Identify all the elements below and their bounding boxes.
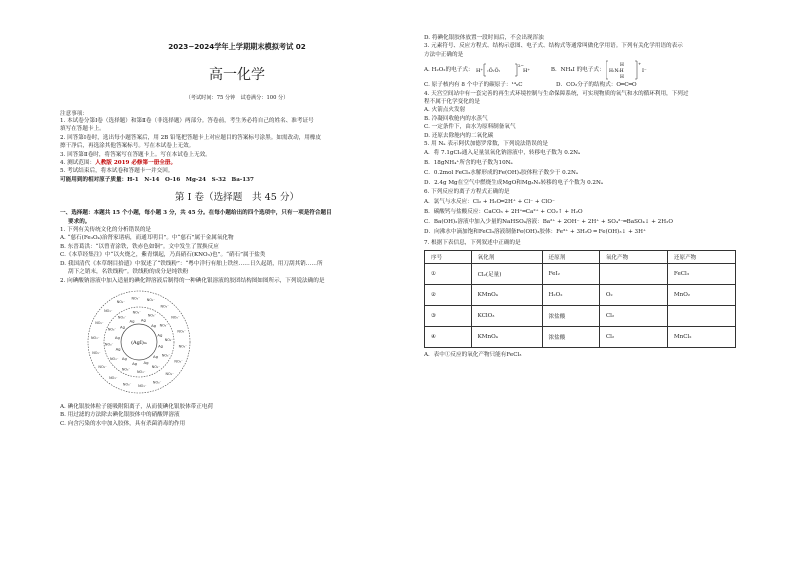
svg-text:H⁺: H⁺ — [523, 67, 531, 74]
table-cell: KMnO₄ — [471, 285, 542, 306]
table-cell: MnCl₂ — [667, 327, 735, 348]
table-cell: FeCl₃ — [667, 264, 735, 285]
nitrate-ion-label: NO₃⁻ — [178, 344, 187, 349]
q3-option-c: C. 原子核内有 8 个中子的碳原子：¹⁴₆C — [424, 82, 523, 89]
table-row — [425, 327, 736, 348]
q2-stem: 2. 向碘酸钠溶液中加入适量的碘化钾溶液后制得的一种碘化银溶液的胶团结构图如图所示，下列说法确的是 — [60, 277, 325, 284]
q3-option-a: A. H₂O₂的电子式： — [424, 67, 474, 74]
nitrate-ion-label: NO₃⁻ — [107, 327, 117, 332]
svg-text:2−: 2− — [518, 62, 525, 68]
core-label: (AgI)ₘ — [131, 339, 147, 346]
exam-title: 2023−2024学年上学期期末模拟考试 02 — [168, 42, 306, 51]
q3-option-b: B．NH₄I 的电子式： — [550, 67, 605, 74]
q1-option-b: B. 东晋葛洪：“以曾青涂铁，铁赤色如铜”。文中发生了置换反应 — [60, 243, 219, 250]
nitrate-ion-label: NO₃⁻ — [177, 329, 186, 334]
section-instruction: 要求的。 — [68, 218, 91, 225]
table-cell: Cl₂ — [599, 327, 667, 348]
notes-line: 填写在答题卡上。 — [60, 126, 105, 133]
table-cell: H₂O₂ — [542, 285, 599, 306]
nitrate-ion-label: NO₃⁻ — [146, 297, 156, 302]
section-instruction: 一、选择题：本题共 15 个小题，每小题 3 分，共 45 分。在每小题给出的四个选项中，只有一项是符合题目 — [60, 210, 332, 217]
left-column — [60, 34, 414, 428]
q7-table — [424, 250, 736, 348]
q5-option-c: C．0.2mol FeCl₃水解形成的Fe(OH)₃胶体粒子数少于 0.2Nₐ — [424, 170, 579, 177]
q1-option-a: A. “慈石(Fe₃O₄)治肾家诸病，而通耳明目”。中“慈石”属于金属氧化物 — [60, 235, 234, 242]
q3-stem-cont: 方法中正确的是 — [424, 51, 464, 58]
nitrate-ion-label: NO₃⁻ — [116, 300, 126, 305]
exam-info: （考试时间：75 分钟 试卷满分：100 分） — [185, 95, 289, 101]
q1-option-c: C.《本草经集注》中“以火烧之，紫青烟起，乃真硝石(KNO₃)也”。“硝石”属于盐类 — [60, 252, 266, 259]
ag-ion-label: Ag — [132, 360, 138, 366]
table-cell: ① — [425, 264, 472, 285]
table-row — [425, 285, 736, 306]
notes-line: 擦干净后，再选涂其他答案标号。写在本试卷上无效。 — [60, 143, 195, 150]
ag-ion-label: Ag — [157, 332, 163, 338]
nitrate-ion-label: NO₃⁻ — [132, 310, 141, 315]
colloid-micelle-diagram — [80, 289, 198, 395]
nitrate-ion-label: NO₃⁻ — [104, 342, 114, 347]
table-cell: Cl₂(足量) — [471, 264, 542, 285]
table-cell: ② — [425, 285, 472, 306]
q6-option-a: A．氯气与水反应：Cl₂ + H₂O═2H⁺ + Cl⁻ + ClO⁻ — [424, 198, 555, 205]
nitrate-ion-label: NO₃⁻ — [138, 384, 147, 389]
q3-option-d: D．CO₂分子的结构式：O═C═O — [556, 82, 637, 89]
table-cell: FeI₂ — [542, 264, 599, 285]
q2-option-d: D. 将碘化银胶体放置一段时间后，不会出现浑浊 — [424, 35, 544, 41]
q6-option-b: B．碳酸钙与盐酸反应：CaCO₃ + 2H⁺═Ca²⁺ + CO₂↑ + H₂O — [424, 208, 583, 215]
table-cell: 浓盐酸 — [542, 306, 599, 327]
table-row — [425, 306, 736, 327]
ag-ion-label: Ag — [115, 346, 121, 352]
nitrate-ion-label: NO₃⁻ — [92, 351, 101, 356]
table-cell: MnO₂ — [667, 285, 735, 306]
nitrate-ion-label: NO₃⁻ — [147, 313, 157, 318]
table-header-cell: 序号 — [425, 251, 472, 264]
table-header-cell: 氧化剂 — [471, 251, 542, 264]
ag-ion-label: Ag — [114, 334, 120, 340]
nitrate-ion-label: NO₃⁻ — [171, 315, 180, 320]
table-header-cell: 氧化产物 — [599, 251, 667, 264]
nitrate-ion-label: NO₃⁻ — [161, 353, 171, 358]
nitrate-ion-label: NO₃⁻ — [91, 335, 100, 340]
ag-ion-label: Ag — [129, 318, 135, 324]
nitrate-ion-label: NO₃⁻ — [164, 338, 174, 343]
q1-option-d: D. 我国清代《本草纲目拾遗》中叙述了“铁线粉”：“粤中洋行有舶上铁丝……日久起销，用刀刮其销……所 — [60, 260, 323, 267]
q5-option-b: B．18gNH₄⁺所含的电子数为10Nₐ — [424, 160, 513, 167]
nitrate-ion-label: NO₃⁻ — [131, 296, 140, 301]
q3-options-cd — [424, 81, 748, 89]
table-row — [425, 264, 736, 285]
table-cell: ④ — [425, 327, 472, 348]
nh4i-electron-formula — [606, 60, 650, 80]
q1-option-d-cont: 刮下之销末，名铁线粉”。铁线粉的成分是纯铁粉 — [68, 269, 189, 276]
q1-stem: 1. 下列有关传统文化的分析错误的是 — [60, 227, 152, 234]
nitrate-ion-label: NO₃⁻ — [137, 370, 146, 375]
q4-option-b: B. 冷凝回收舱内的水蒸气 — [424, 115, 488, 122]
svg-text:H: H — [620, 62, 625, 68]
q7-stem: 7. 根据下表信息，下列叙述中正确的是 — [424, 239, 521, 246]
section-title: 第 Ⅰ 卷（选择题 共 45 分） — [174, 192, 300, 204]
notes-line: 1. 本试卷分第Ⅰ卷（选择题）和第Ⅱ卷（非选择题）两部分。答卷前，考生务必将自己的姓名、准考证号 — [60, 118, 314, 124]
table-cell — [667, 306, 735, 327]
table-header-cell: 还原产物 — [667, 251, 735, 264]
q4-option-d: D. 还原去除舱内的二氧化碳 — [424, 132, 494, 139]
table-cell: KMnO₄ — [471, 327, 542, 348]
ag-ion-label: Ag — [121, 355, 127, 361]
svg-text:I⁻: I⁻ — [642, 67, 647, 74]
table-cell: ③ — [425, 306, 472, 327]
ag-ion-label: Ag — [140, 317, 146, 323]
h2o2-electron-formula — [475, 62, 533, 78]
ag-ion-label: Ag — [152, 353, 159, 359]
q6-stem: 6. 下列反应的离子方程式正确的是 — [424, 189, 510, 196]
notes-line: 3. 回答第Ⅱ卷时，将答案写在答题卡上。写在本试卷上无效。 — [60, 151, 211, 158]
nitrate-ion-label: NO₃⁻ — [98, 365, 107, 370]
q2-option-a: A. 碘化银胶体粒子能吸附阳离子，从而使碘化银胶体带正电荷 — [60, 403, 214, 410]
ag-ion-label: Ag — [158, 343, 164, 349]
svg-text::Ö:Ö:: :Ö:Ö: — [487, 67, 501, 74]
nitrate-ion-label: NO₃⁻ — [174, 359, 183, 364]
nitrate-ion-label: NO₃⁻ — [95, 321, 104, 326]
table-cell: 浓盐酸 — [542, 327, 599, 348]
table-header-row — [425, 251, 736, 264]
table-cell: KClO₃ — [471, 306, 542, 327]
svg-text:H:N:H: H:N:H — [609, 68, 624, 74]
ag-ion-label: Ag — [151, 322, 157, 328]
svg-text:H⁺: H⁺ — [476, 67, 484, 74]
table-cell: Cl₂ — [599, 306, 667, 327]
q3-stem: 3. 元素符号、反应方程式、结构示意图、电子式、结构式等通常叫做化学用语。下列有关化学用语的表示 — [424, 43, 683, 50]
notes-line: 2. 回答第Ⅰ卷时，选出每小题答案后，用 2B 铅笔把答题卡上对应题目的答案标号涂黑。如需改动，用橡皮 — [60, 134, 322, 141]
nitrate-ion-label: NO₃⁻ — [160, 304, 169, 309]
svg-text:+: + — [638, 60, 642, 66]
nitrate-ion-label: NO₃⁻ — [165, 371, 174, 376]
q2-option-b: B. 用过滤的方法除去碘化银胶体中的硝酸钾溶液 — [60, 412, 180, 419]
atomic-masses: 可能用到的相对原子质量：H-1 N-14 O-16 Mg-24 S-32 Ba-137 — [60, 176, 254, 183]
q4-stem: 4. 天宫空间站中有一套完善的再生式环境控制与生命保障系统，可实现物质的氧气和水的循环利用，下列过 — [424, 90, 689, 97]
notes-line-scope — [60, 159, 414, 167]
q2-option-c: C. 向含污染的水中加入胶体，具有杀菌消毒的作用 — [60, 420, 186, 427]
q7-option-a: A．表中①反应的氧化产物只能有FeCl₃ — [424, 352, 522, 359]
table-header-cell: 还原剂 — [542, 251, 599, 264]
q4-stem-cont: 程不属于化学变化的是 — [424, 99, 480, 106]
right-column — [424, 34, 748, 360]
nitrate-ion-label: NO₃⁻ — [110, 357, 119, 362]
ag-ion-label: Ag — [119, 324, 126, 330]
scope-label: 4. 测试范围： — [60, 160, 96, 167]
q3-options-ab — [424, 59, 748, 81]
nitrate-ion-label: NO₃⁻ — [122, 382, 132, 387]
nitrate-ion-label: NO₃⁻ — [121, 367, 131, 372]
nitrate-ion-label: NO₃⁻ — [152, 380, 162, 385]
notes-heading: 注意事项： — [60, 111, 88, 117]
nitrate-ion-label: NO₃⁻ — [151, 365, 161, 370]
q5-option-a: A．将 7.1gCl₂通入足量氢氧化钠溶液中，转移电子数为 0.2Nₐ — [424, 150, 581, 157]
q4-option-c: C. 一定条件下，由水为原料制备氧气 — [424, 124, 516, 131]
ag-ion-label: Ag — [143, 360, 149, 366]
nitrate-ion-label: NO₃⁻ — [104, 308, 113, 313]
svg-text:H: H — [620, 74, 625, 80]
q5-stem: 5. 用 Nₐ 表示阿伏加德罗常数，下列说法错误的是 — [424, 141, 549, 148]
scope-value: 人教版 2019 必修第一册全册。 — [95, 160, 177, 167]
q4-option-a: A. 火箭点火发射 — [424, 107, 466, 114]
q5-option-d: D．2.4g Mg在空气中燃烧生成MgO和Mg₃N₂转移的电子个数为 0.2Nₐ — [424, 180, 604, 187]
table-cell — [599, 264, 667, 285]
notes-line: 5. 考试结束后，将本试卷和答题卡一并交回。 — [60, 168, 174, 175]
nitrate-ion-label: NO₃⁻ — [117, 315, 127, 320]
q6-option-c: C．Ba(OH)₂溶液中加入少量的NaHSO₄溶液：Ba²⁺ + 2OH⁻ + 2H⁺ + SO₄²⁻═BaSO₄↓ + 2H₂O — [424, 218, 673, 225]
table-cell: O₂ — [599, 285, 667, 306]
subject-title: 高一化学 — [209, 67, 265, 83]
nitrate-ion-label: NO₃⁻ — [159, 323, 168, 328]
q6-option-d: D．向沸水中滴加饱和FeCl₃溶液制备Fe(OH)₃胶体：Fe³⁺ + 3H₂O ═ Fe(OH)₃↓ + 3H⁺ — [424, 228, 646, 235]
nitrate-ion-label: NO₃⁻ — [109, 375, 118, 380]
